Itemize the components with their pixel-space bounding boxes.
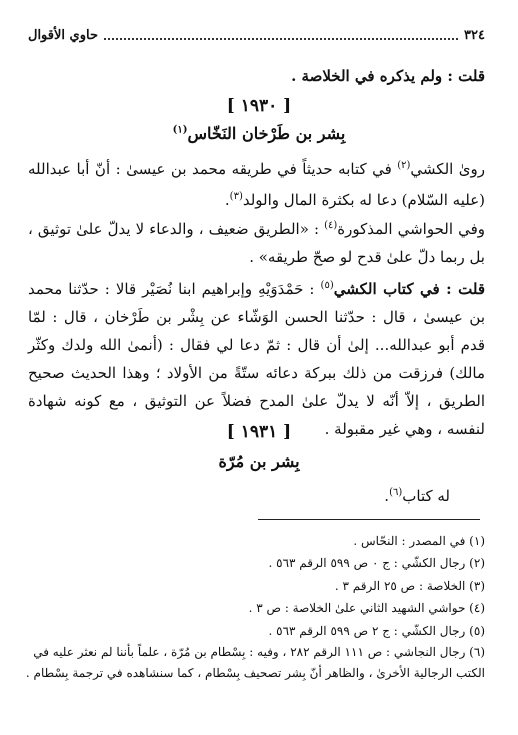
entry-number-1931: [ ١٩٣١ ]: [226, 422, 292, 442]
footnote-ref-1: (١): [172, 124, 188, 136]
entry-title-1931: بِشر بن مُرّة: [218, 452, 300, 471]
entry-number-1930: [ ١٩٣٠ ]: [226, 96, 292, 116]
footnote-3: (٣) الخلاصة : ص ٢٥ الرقم ٣ .: [334, 579, 485, 593]
footnote-6: (٦) رجال النجاشي : ص ١١١ الرقم ٢٨٢ ، وفيه : بِسْطام بن مُرّة ، علماً بأننا لم نعثر عليه في الكتب الرجالية الأخرىٰ ، والظاهر أنّ بِشر تصحيف بِسْطام ، كما سنشاهده في ترجمة بِسْطام .: [25, 645, 485, 680]
paragraph-narration-kashshi: روىٰ الكشي$^{(٢)}$ في كتابه حديثاً في طريقه محمد بن عيسىٰ : أنّ أبا عبدالله (عليه السّلام) دعا له بكثرة المال والولد$^{(٣)}$.: [28, 160, 485, 209]
footnote-ref-2: (٢): [397, 160, 411, 171]
footnote-separator: [258, 519, 480, 520]
footnote-5: (٥) رجال الكشّي : ج ٢ ص ٥٩٩ الرقم ٥٦٣ .: [268, 624, 485, 638]
page-header: [28, 24, 485, 46]
footnote-ref-3: (٣): [229, 191, 243, 202]
footnote-ref-4: (٤): [324, 220, 338, 231]
footnote-1: (١) في المصدر : النحّاس .: [353, 534, 485, 548]
entry-title-text: بِشر بن طَرْخان النَخّاس: [187, 124, 346, 143]
footnote-2: (٢) رجال الكشّي : ج ٠ ص ٥٩٩ الرقم ٥٦٣ .: [268, 556, 485, 570]
paragraph-book-note: له كتاب$^{(٦)}$.: [384, 487, 450, 505]
running-title: حاوي الأقوال: [28, 27, 98, 43]
entry-title-1930: [0, 124, 518, 143]
page-number: ٣٢٤: [464, 27, 485, 43]
footnote-ref-5: (٥): [320, 280, 334, 291]
header-leader-dots: [104, 30, 458, 40]
footnote-4: (٤) حواشي الشهيد الثاني علىٰ الخلاصة : ص ٣ .: [248, 601, 485, 615]
paragraph-note-1: قلت : ولم يذكره في الخلاصة .: [291, 67, 485, 85]
footnote-ref-6: (٦): [389, 487, 403, 498]
paragraph-note-2: قلت : في كتاب الكشي$^{(٥)}$ : حَمْدَوَيْهِ وإبراهيم ابنا نُصَيْر قالا : حدّثنا محمد بن عيسىٰ ، قال : حدّثنا الحسن الوَشّاء عن بِشْر بن طَرْخان ، قال : لمّا قدم أبو عبدالله... إلىٰ أن قال : ثمّ دعا لي فقال : (أنمىٰ الله ولدك وكثّر مالك) فرزقت من ذلك ببركة دعائه ستّةً من الأولاد ؛ وهذا الحديث صحيح الطريق ، إلاّ أنّه لا يدلّ علىٰ المدح فضلاً عن التوثيق ، مع كونه شهادة لنفسه ، وهي غير مقبولة .: [28, 280, 485, 438]
paragraph-hawashi: وفي الحواشي المذكورة$^{(٤)}$ : «الطريق ضعيف ، والدعاء لا يدلّ علىٰ توثيق ، بل ربما دلّ علىٰ قدح لو صحّ طريقه» .: [28, 220, 485, 266]
